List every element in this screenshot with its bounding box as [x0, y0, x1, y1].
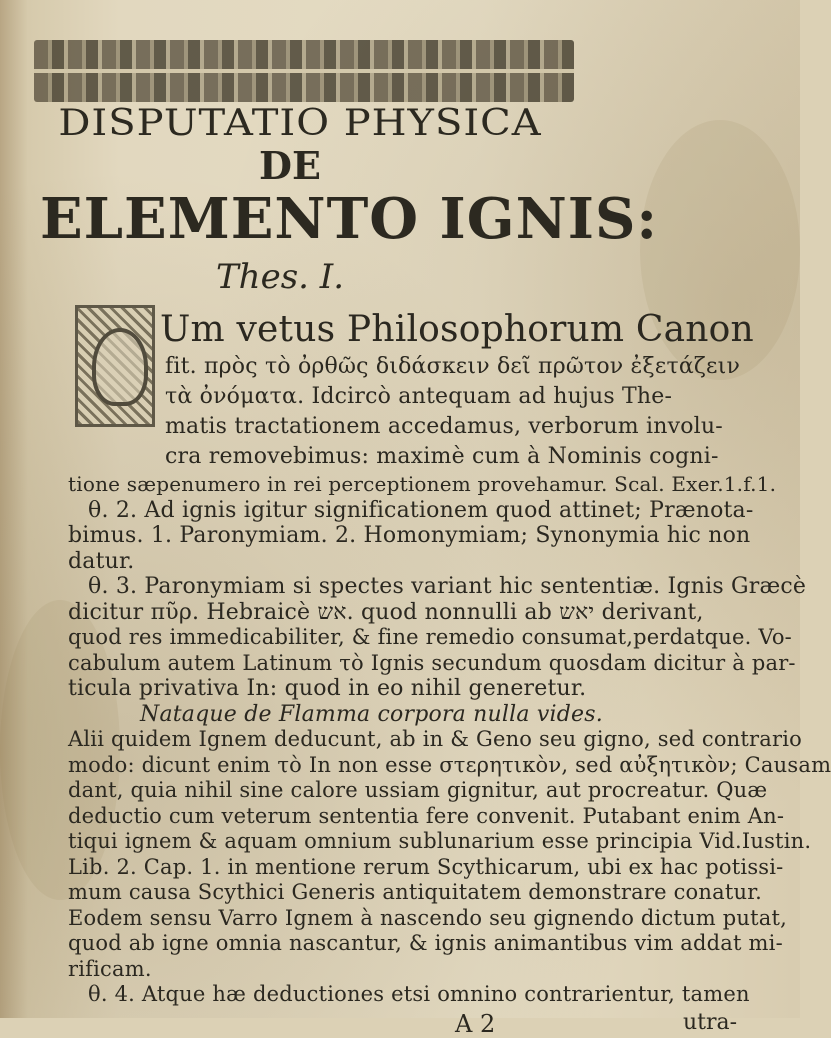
title-line-1: DISPUTATIO PHYSICA	[58, 101, 542, 145]
title-line-3: ELEMENTO IGNIS:	[40, 186, 659, 252]
body-line: cabulum autem Latinum τὸ Ignis secundum quosdam dicitur à par-	[68, 650, 796, 675]
body-line: quod ab igne omnia nascantur, & ignis animantibus vim addat mi-	[68, 931, 783, 955]
body-line: fit. πρὸς τὸ ὀρθῶς διδάσκειν δεῖ πρῶτον ἐξετάζειν	[165, 354, 741, 379]
body-line: τὰ ὀνόματα. Idcircò antequam ad hujus The-	[165, 384, 673, 409]
body-line: dant, quia nihil sine calore ussiam gignitur, aut procreatur. Quæ	[68, 778, 768, 802]
body-line: θ. 4. Atque hæ deductiones etsi omnino contrarientur, tamen	[88, 982, 750, 1006]
catchword: utra-	[683, 1009, 738, 1035]
body-line: cra removebimus: maximè cum à Nominis cogni-	[165, 444, 719, 469]
body-line: deductio cum veterum sententia fere convenit. Putabant enim An-	[68, 803, 785, 828]
body-line: Um vetus Philosophorum Canon	[160, 309, 754, 350]
decorated-initial	[75, 305, 155, 427]
body-line: θ. 3. Paronymiam si spectes variant hic sententiæ. Ignis Græcè	[88, 574, 807, 599]
thesis-heading: Thes. I.	[216, 257, 344, 297]
body-line: rificam.	[68, 956, 152, 981]
body-line: datur.	[68, 548, 135, 574]
body-line: bimus. 1. Paronymiam. 2. Homonymiam; Synonymia hic non	[68, 523, 751, 548]
body-line: ticula privativa In: quod in eo nihil generetur.	[68, 676, 587, 701]
body-line: θ. 2. Ad ignis igitur significationem quod attinet; Prænota-	[88, 497, 754, 523]
ornament-band	[34, 40, 574, 102]
body-line: mum causa Scythici Generis antiquitatem demonstrare conatur.	[68, 880, 762, 904]
body-line: Alii quidem Ignem deducunt, ab in & Geno seu gigno, sed contrario	[68, 727, 802, 751]
body-line: dicitur πῦρ. Hebraicè אש. quod nonnulli ab יאש derivant,	[68, 599, 704, 625]
body-line: Eodem sensu Varro Ignem à nascendo seu gignendo dictum putat,	[68, 905, 788, 930]
verse-line: Nataque de Flamma corpora nulla vides.	[140, 701, 603, 727]
signature-mark: A 2	[455, 1009, 496, 1038]
body-line: tione sæpenumero in rei perceptionem provehamur. Scal. Exer.1.f.1.	[68, 472, 777, 496]
body-line: quod res immedicabiliter, & fine remedio consumat,perdatque. Vo-	[68, 625, 792, 649]
body-line: matis tractationem accedamus, verborum involu-	[165, 414, 723, 439]
body-line: tiqui ignem & aquam omnium sublunarium esse principia Vid.Iustin.	[68, 829, 812, 853]
body-line: Lib. 2. Cap. 1. in mentione rerum Scythicarum, ubi ex hac potissi-	[68, 854, 784, 879]
title-line-2: DE	[259, 143, 321, 188]
body-line: modo: dicunt enim τὸ In non esse στερητικὸν, sed αὐξητικὸν; Causam	[68, 752, 831, 777]
